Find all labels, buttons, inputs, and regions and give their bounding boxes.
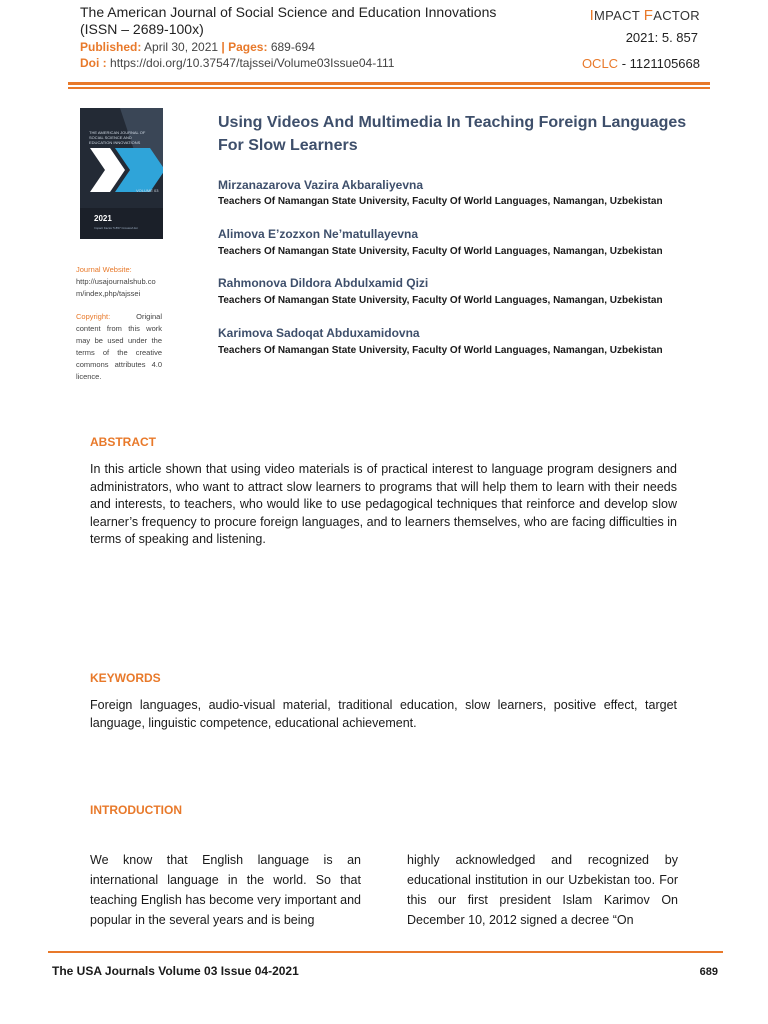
- author-affiliation: Teachers Of Namangan State University, Faculty Of World Languages, Namangan, Uzbekistan: [218, 246, 663, 257]
- author-name: Alimova E’zozxon Ne’matullayevna: [218, 227, 419, 241]
- published-date: April 30, 2021: [144, 40, 219, 54]
- header-rule: [68, 82, 710, 85]
- article-title: Using Videos And Multimedia In Teaching Foreign Languages For Slow Learners: [218, 114, 687, 154]
- cover-volume: VOLUME 03: [136, 188, 159, 193]
- doi-line: [80, 56, 394, 71]
- cover-year: 2021: [94, 214, 112, 223]
- journal-issn: (ISSN – 2689-100x): [80, 21, 204, 37]
- copyright-note: [76, 311, 162, 383]
- introduction-column-right: highly acknowledged and recognized by educational institution in our Uzbekistan too. For this our first president Islam Karimov On December 10, 2012 signed a decree “On: [407, 853, 678, 927]
- footer-journal-issue: The USA Journals Volume 03 Issue 04-2021: [52, 964, 299, 978]
- copyright-label: Copyright:: [76, 312, 111, 321]
- author-affiliation: Teachers Of Namangan State University, Faculty Of World Languages, Namangan, Uzbekistan: [218, 196, 663, 207]
- impact-factor-label: IMPACT FACTOR: [589, 7, 700, 24]
- author-affiliation: Teachers Of Namangan State University, Faculty Of World Languages, Namangan, Uzbekistan: [218, 345, 663, 356]
- footer-rule: [48, 951, 723, 953]
- page-number: 689: [699, 966, 718, 978]
- author-affiliation: Teachers Of Namangan State University, Faculty Of World Languages, Namangan, Uzbekistan: [218, 295, 663, 306]
- doi-label: Doi :: [80, 56, 107, 70]
- keywords-text: Foreign languages, audio-visual material, traditional education, slow learners, positive effect, target language, linguistic competence, educational achievement.: [90, 698, 677, 730]
- journal-name: The American Journal of Social Science and Education Innovations: [80, 4, 497, 20]
- published-label: Published:: [80, 40, 142, 54]
- cover-title: THE AMERICAN JOURNAL OF SOCIAL SCIENCE AND EDUCATION INNOVATIONS: [89, 130, 146, 145]
- pages-value: 689-694: [270, 40, 315, 54]
- author-name: Rahmonova Dildora Abdulxamid Qizi: [218, 276, 429, 290]
- impact-factor-value: 2021: 5. 857: [625, 30, 698, 45]
- abstract-heading: ABSTRACT: [90, 435, 156, 449]
- publication-info: [80, 40, 315, 55]
- cover-footer: Impact Factor 5.857 Crossref doi: [94, 226, 138, 230]
- introduction-heading: INTRODUCTION: [90, 803, 182, 817]
- journal-cover-image: [80, 108, 163, 239]
- website-label: Journal Website:: [76, 265, 132, 274]
- pages-label: Pages:: [228, 40, 268, 54]
- journal-website-note: [76, 264, 162, 300]
- oclc-line: [582, 56, 700, 71]
- author-name: Mirzanazarova Vazira Akbaraliyevna: [218, 178, 423, 192]
- header-rule-secondary: [68, 87, 710, 89]
- author-name: Karimova Sadoqat Abduxamidovna: [218, 326, 420, 340]
- separator: |: [221, 40, 225, 54]
- doi-link[interactable]: https://doi.org/10.37547/tajssei/Volume03Issue04-111: [110, 56, 395, 70]
- introduction-column-left: We know that English language is an international language in the world. So that teaching English has become very important and popular in the several years and is being: [90, 853, 361, 927]
- oclc-label: OCLC: [581, 56, 619, 71]
- website-link[interactable]: http://usajournalshub.com/index,php/tajssei: [76, 277, 156, 298]
- copyright-text: Original content from this work may be used under the terms of the creative commons attributes 4.0 licence.: [76, 312, 162, 381]
- keywords-heading: KEYWORDS: [90, 671, 161, 685]
- cover-graphic: [80, 108, 163, 239]
- abstract-text: In this article shown that using video materials is of practical interest to language program designers and administrators, who want to attract slow learners to programs that will help them to learn with their needs and interests, to teachers, who would like to use pedagogical techniques that reinforce and develop slow learner’s frequency to procure foreign languages, and to learners themselves, who are facing difficulties in terms of speaking and listening.: [90, 462, 677, 546]
- oclc-value: - 1121105668: [621, 56, 700, 71]
